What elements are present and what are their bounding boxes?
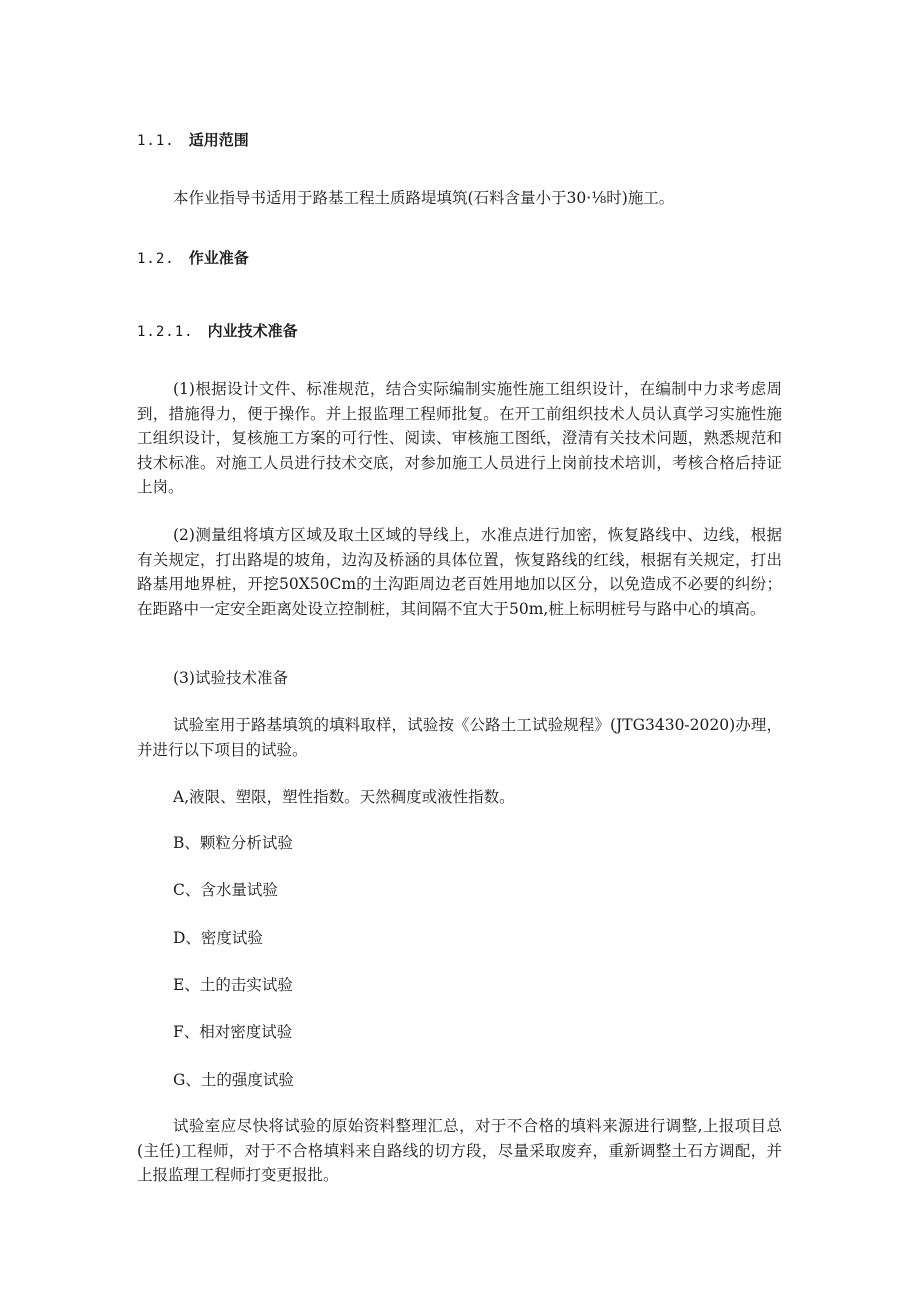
- test-item: F、相对密度试验: [173, 1023, 293, 1041]
- section-heading-internal-tech: [137, 321, 298, 342]
- section-heading-preparation: [137, 248, 249, 269]
- paragraph-lab-summary: 试验室应尽快将试验的原始资料整理汇总，对于不合格的填料来源进行调整,上报项目总(主任)工程师，对于不合格填料来自路线的切方段，尽量采取废弃，重新调整土石方调配，并上报监理工程师打变更报批。: [137, 1117, 782, 1184]
- test-item: B、颗粒分析试验: [173, 834, 293, 852]
- section-heading-scope: [137, 130, 249, 151]
- section-number: 1.2.: [137, 251, 175, 267]
- test-item: E、土的击实试验: [173, 976, 293, 994]
- test-item: G、土的强度试验: [173, 1071, 294, 1089]
- section-number: 1.2.1.: [137, 324, 194, 340]
- paragraph-design-docs: (1)根据设计文件、标准规范，结合实际编制实施性施工组织设计，在编制中力求考虑周到，措施得力，便于操作。并上报监理工程师批复。在开工前组织技术人员认真学习实施性施工组织设计，复核施工方案的可行性、阅读、审核施工图纸，澄清有关技术问题，熟悉规范和技术标准。对施工人员进行技术交底，对参加施工人员进行上岗前技术培训，考核合格后持证上岗。: [137, 380, 782, 496]
- paragraph-lab-sampling: 试验室用于路基填筑的填料取样，试验按《公路土工试验规程》(JTG3430-2020)办理，并进行以下项目的试验。: [137, 716, 782, 759]
- section-title: 适用范围: [188, 131, 249, 149]
- section-title: 作业准备: [188, 249, 249, 267]
- test-item: D、密度试验: [173, 929, 263, 947]
- section-title: 内业技术准备: [207, 322, 298, 340]
- paragraph-survey: (2)测量组将填方区域及取土区域的导线上，水准点进行加密，恢复路线中、边线，根据有关规定，打出路堤的坡角，边沟及桥涵的具体位置，恢复路线的红线，根据有关规定，打出路基用地界桩，开挖50X50Cm的土沟距周边老百姓用地加以区分，以免造成不必要的纠纷；在距路中一定安全距离处设立控制桩，其间隔不宜大于50m,桩上标明桩号与路中心的填高。: [137, 526, 782, 618]
- paragraph-scope: 本作业指导书适用于路基工程土质路堤填筑(石料含量小于30·⅛时)施工。: [173, 189, 675, 207]
- section-number: 1.1.: [137, 133, 175, 149]
- test-item: C、含水量试验: [173, 881, 278, 899]
- test-item: A,液限、塑限，塑性指数。天然稠度或液性指数。: [173, 788, 515, 806]
- paragraph-test-prep: (3)试验技术准备: [173, 669, 288, 687]
